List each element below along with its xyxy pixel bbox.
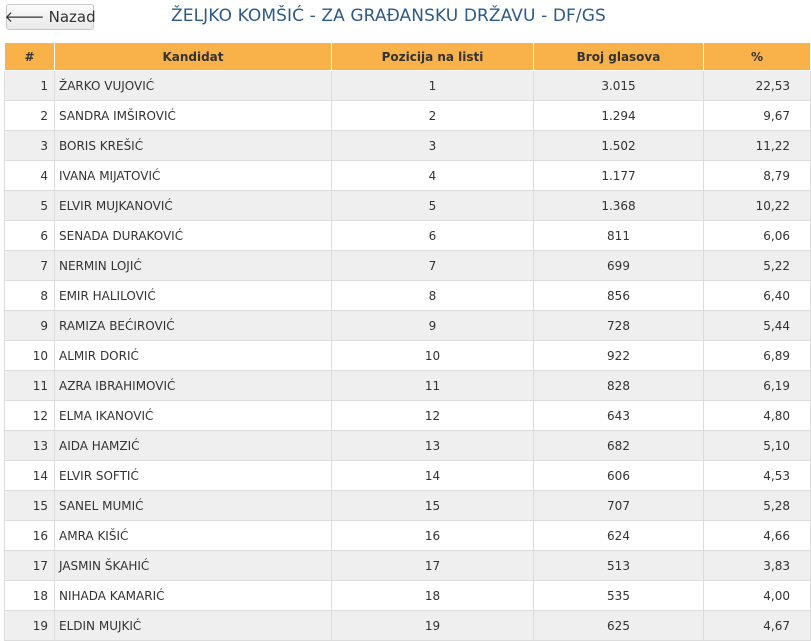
votes-cell: 1.294 bbox=[534, 101, 704, 131]
percent-cell: 4,66 bbox=[704, 521, 811, 551]
table-header-row bbox=[5, 43, 811, 71]
list-position-cell: 8 bbox=[332, 281, 534, 311]
percent-cell: 4,67 bbox=[704, 611, 811, 641]
row-number-cell: 2 bbox=[5, 101, 55, 131]
row-number-cell: 11 bbox=[5, 371, 55, 401]
votes-cell: 643 bbox=[534, 401, 704, 431]
row-number-cell: 19 bbox=[5, 611, 55, 641]
row-number-cell: 14 bbox=[5, 461, 55, 491]
column-header-candidate[interactable]: Kandidat bbox=[55, 43, 332, 71]
table-body bbox=[5, 71, 811, 641]
percent-cell: 10,22 bbox=[704, 191, 811, 221]
row-number-cell: 12 bbox=[5, 401, 55, 431]
list-position-cell: 14 bbox=[332, 461, 534, 491]
candidate-name-cell: EMIR HALILOVIĆ bbox=[55, 281, 332, 311]
candidate-name-cell: SANEL MUMIĆ bbox=[55, 491, 332, 521]
table-row bbox=[5, 491, 811, 521]
votes-cell: 606 bbox=[534, 461, 704, 491]
row-number-cell: 5 bbox=[5, 191, 55, 221]
row-number-cell: 3 bbox=[5, 131, 55, 161]
list-position-cell: 7 bbox=[332, 251, 534, 281]
table-row bbox=[5, 71, 811, 101]
row-number-cell: 8 bbox=[5, 281, 55, 311]
top-bar bbox=[0, 0, 811, 38]
table-row bbox=[5, 131, 811, 161]
percent-cell: 5,22 bbox=[704, 251, 811, 281]
votes-cell: 624 bbox=[534, 521, 704, 551]
percent-cell: 5,10 bbox=[704, 431, 811, 461]
arrow-left-icon: 🡐 bbox=[4, 7, 45, 26]
results-table-container bbox=[4, 42, 811, 641]
candidate-name-cell: RAMIZA BEĆIROVIĆ bbox=[55, 311, 332, 341]
votes-cell: 699 bbox=[534, 251, 704, 281]
row-number-cell: 6 bbox=[5, 221, 55, 251]
table-row bbox=[5, 101, 811, 131]
table-row bbox=[5, 581, 811, 611]
list-position-cell: 9 bbox=[332, 311, 534, 341]
candidate-name-cell: JASMIN ŠKAHIĆ bbox=[55, 551, 332, 581]
percent-cell: 6,40 bbox=[704, 281, 811, 311]
votes-cell: 922 bbox=[534, 341, 704, 371]
percent-cell: 9,67 bbox=[704, 101, 811, 131]
votes-cell: 828 bbox=[534, 371, 704, 401]
list-position-cell: 2 bbox=[332, 101, 534, 131]
list-position-cell: 18 bbox=[332, 581, 534, 611]
percent-cell: 5,44 bbox=[704, 311, 811, 341]
list-position-cell: 10 bbox=[332, 341, 534, 371]
table-row bbox=[5, 341, 811, 371]
table-row bbox=[5, 431, 811, 461]
table-row bbox=[5, 221, 811, 251]
table-row bbox=[5, 311, 811, 341]
votes-cell: 811 bbox=[534, 221, 704, 251]
candidate-name-cell: NIHADA KAMARIĆ bbox=[55, 581, 332, 611]
row-number-cell: 17 bbox=[5, 551, 55, 581]
table-row bbox=[5, 611, 811, 641]
list-position-cell: 13 bbox=[332, 431, 534, 461]
list-position-cell: 15 bbox=[332, 491, 534, 521]
candidate-name-cell: AMRA KIŠIĆ bbox=[55, 521, 332, 551]
list-position-cell: 19 bbox=[332, 611, 534, 641]
votes-cell: 3.015 bbox=[534, 71, 704, 101]
table-row bbox=[5, 551, 811, 581]
column-header-percent[interactable]: % bbox=[704, 43, 811, 71]
votes-cell: 1.368 bbox=[534, 191, 704, 221]
candidate-name-cell: IVANA MIJATOVIĆ bbox=[55, 161, 332, 191]
column-header-list-position[interactable]: Pozicija na listi bbox=[332, 43, 534, 71]
table-row bbox=[5, 191, 811, 221]
results-table bbox=[4, 42, 811, 641]
column-header-number[interactable]: # bbox=[5, 43, 55, 71]
list-position-cell: 6 bbox=[332, 221, 534, 251]
list-position-cell: 3 bbox=[332, 131, 534, 161]
list-position-cell: 5 bbox=[332, 191, 534, 221]
candidate-name-cell: ELMA IKANOVIĆ bbox=[55, 401, 332, 431]
votes-cell: 513 bbox=[534, 551, 704, 581]
percent-cell: 3,83 bbox=[704, 551, 811, 581]
row-number-cell: 7 bbox=[5, 251, 55, 281]
votes-cell: 728 bbox=[534, 311, 704, 341]
percent-cell: 5,28 bbox=[704, 491, 811, 521]
row-number-cell: 4 bbox=[5, 161, 55, 191]
percent-cell: 4,53 bbox=[704, 461, 811, 491]
votes-cell: 1.502 bbox=[534, 131, 704, 161]
list-position-cell: 4 bbox=[332, 161, 534, 191]
percent-cell: 4,00 bbox=[704, 581, 811, 611]
row-number-cell: 13 bbox=[5, 431, 55, 461]
percent-cell: 11,22 bbox=[704, 131, 811, 161]
candidate-name-cell: ŽARKO VUJOVIĆ bbox=[55, 71, 332, 101]
table-row bbox=[5, 281, 811, 311]
votes-cell: 535 bbox=[534, 581, 704, 611]
votes-cell: 625 bbox=[534, 611, 704, 641]
candidate-name-cell: AZRA IBRAHIMOVIĆ bbox=[55, 371, 332, 401]
votes-cell: 856 bbox=[534, 281, 704, 311]
table-row bbox=[5, 371, 811, 401]
candidate-name-cell: NERMIN LOJIĆ bbox=[55, 251, 332, 281]
percent-cell: 8,79 bbox=[704, 161, 811, 191]
votes-cell: 707 bbox=[534, 491, 704, 521]
row-number-cell: 1 bbox=[5, 71, 55, 101]
row-number-cell: 16 bbox=[5, 521, 55, 551]
percent-cell: 6,89 bbox=[704, 341, 811, 371]
candidate-name-cell: SANDRA IMŠIROVIĆ bbox=[55, 101, 332, 131]
percent-cell: 6,19 bbox=[704, 371, 811, 401]
candidate-name-cell: ELVIR MUJKANOVIĆ bbox=[55, 191, 332, 221]
candidate-name-cell: BORIS KREŠIĆ bbox=[55, 131, 332, 161]
list-position-cell: 16 bbox=[332, 521, 534, 551]
candidate-name-cell: ELDIN MUJKIĆ bbox=[55, 611, 332, 641]
column-header-votes[interactable]: Broj glasova bbox=[534, 43, 704, 71]
candidate-name-cell: SENADA DURAKOVIĆ bbox=[55, 221, 332, 251]
table-row bbox=[5, 251, 811, 281]
table-row bbox=[5, 461, 811, 491]
list-position-cell: 12 bbox=[332, 401, 534, 431]
row-number-cell: 18 bbox=[5, 581, 55, 611]
row-number-cell: 10 bbox=[5, 341, 55, 371]
percent-cell: 22,53 bbox=[704, 71, 811, 101]
row-number-cell: 9 bbox=[5, 311, 55, 341]
candidate-name-cell: AIDA HAMZIĆ bbox=[55, 431, 332, 461]
percent-cell: 4,80 bbox=[704, 401, 811, 431]
list-position-cell: 17 bbox=[332, 551, 534, 581]
candidate-name-cell: ALMIR DORIĆ bbox=[55, 341, 332, 371]
votes-cell: 1.177 bbox=[534, 161, 704, 191]
list-position-cell: 1 bbox=[332, 71, 534, 101]
page-title: ŽELJKO KOMŠIĆ - ZA GRAĐANSKU DRŽAVU - DF/GS bbox=[171, 6, 606, 26]
percent-cell: 6,06 bbox=[704, 221, 811, 251]
back-button-label: Nazad bbox=[48, 8, 96, 26]
votes-cell: 682 bbox=[534, 431, 704, 461]
row-number-cell: 15 bbox=[5, 491, 55, 521]
table-row bbox=[5, 401, 811, 431]
table-row bbox=[5, 161, 811, 191]
table-row bbox=[5, 521, 811, 551]
list-position-cell: 11 bbox=[332, 371, 534, 401]
back-button[interactable] bbox=[6, 4, 94, 30]
candidate-name-cell: ELVIR SOFTIĆ bbox=[55, 461, 332, 491]
